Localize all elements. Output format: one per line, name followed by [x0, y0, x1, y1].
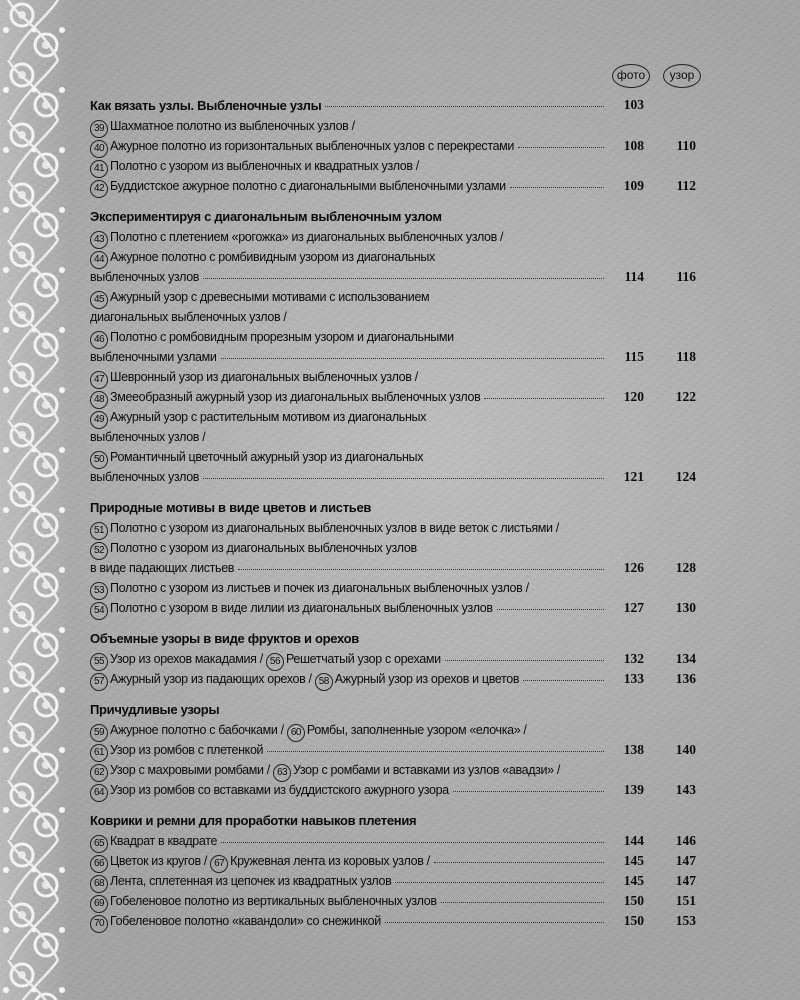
entry-number-badge: 45 [90, 291, 108, 309]
section-heading-row[interactable] [90, 96, 710, 117]
leader-dots [203, 478, 604, 479]
entry-text [90, 390, 480, 409]
entry-number-badge: 67 [210, 855, 228, 873]
entry-number-badge: 60 [287, 724, 305, 742]
toc-entry[interactable] [90, 892, 710, 912]
toc-entry[interactable] [90, 328, 710, 348]
entry-text [90, 230, 503, 249]
entry-text [90, 874, 391, 893]
entry-number-badge: 46 [90, 331, 108, 349]
section-heading-row[interactable] [90, 629, 710, 650]
entry-label: Ажурный узор из падающих орехов / [110, 672, 312, 686]
toc-section [90, 811, 710, 932]
entry-number-badge: 42 [90, 180, 108, 198]
page-foto: 145 [623, 873, 644, 888]
toc-entry[interactable] [90, 852, 710, 872]
toc-entry[interactable] [90, 741, 710, 761]
toc-entry[interactable] [90, 721, 710, 741]
column-header-foto: фото [612, 64, 650, 88]
entry-text [90, 470, 199, 484]
toc-entry[interactable] [90, 559, 710, 579]
entry-label: Узор из орехов макадамия / [110, 652, 263, 666]
page-foto: 144 [623, 833, 644, 848]
toc-entry[interactable] [90, 388, 710, 408]
page-foto: 139 [623, 782, 644, 797]
page-foto: 145 [623, 853, 644, 868]
entry-text [90, 310, 287, 324]
leader-dots [453, 791, 604, 792]
table-of-contents [90, 96, 710, 942]
entry-number-badge: 64 [90, 784, 108, 802]
entry-number-badge: 62 [90, 764, 108, 782]
entry-text [90, 894, 437, 913]
entry-number-badge: 44 [90, 251, 108, 269]
leader-dots [395, 882, 604, 883]
entry-text [90, 179, 506, 198]
entry-text [90, 370, 418, 389]
entry-text [90, 521, 559, 540]
entry-label: выбленочными узлами [90, 350, 217, 364]
entry-text [90, 410, 426, 429]
entry-label: Лента, сплетенная из цепочек из квадратных узлов [110, 874, 392, 888]
entry-number-badge: 65 [90, 835, 108, 853]
page-foto: 150 [623, 893, 644, 908]
toc-entry[interactable] [90, 872, 710, 892]
entry-text [90, 250, 435, 269]
entry-text [90, 541, 417, 560]
entry-label: Полотно с узором из диагональных выбленочных узлов в виде веток с листьями / [110, 521, 559, 535]
entry-text [90, 652, 441, 671]
entry-text [90, 601, 493, 620]
entry-label: Полотно с узором из диагональных выбленочных узлов [110, 541, 417, 555]
leader-dots [518, 147, 604, 148]
entry-label: выбленочных узлов [90, 270, 200, 284]
entry-label: Шевронный узор из диагональных выбленочных узлов / [110, 370, 418, 384]
page-foto: 138 [623, 742, 644, 757]
leader-dots [497, 609, 604, 610]
leader-dots [238, 569, 604, 570]
page-foto: 120 [623, 389, 644, 404]
page-foto: 115 [624, 349, 644, 364]
section-title: Коврики и ремни для проработки навыков плетения [90, 813, 417, 828]
entry-label: Квадрат в квадрате [110, 834, 218, 848]
entry-label: диагональных выбленочных узлов / [90, 310, 287, 324]
page-foto: 109 [623, 178, 644, 193]
page-foto: 127 [623, 600, 644, 615]
page-foto: 133 [623, 671, 644, 686]
leader-dots [221, 358, 604, 359]
toc-entry[interactable] [90, 288, 710, 308]
entry-label: Ажурное полотно из горизонтальных выбленочных узлов с перекрестами [110, 139, 515, 153]
entry-label: Гобеленовое полотно «кавандоли» со снежинкой [110, 914, 381, 928]
page-uzor: 110 [676, 138, 696, 153]
entry-number-badge: 50 [90, 451, 108, 469]
lace-border [0, 0, 70, 1000]
entry-number-badge: 41 [90, 160, 108, 178]
entry-label: Ромбы, заполненные узором «елочка» / [306, 723, 527, 737]
section-heading-row[interactable] [90, 811, 710, 832]
page-uzor: 116 [676, 269, 696, 284]
toc-section [90, 207, 710, 488]
page-foto: 132 [623, 651, 644, 666]
entry-number-badge: 59 [90, 724, 108, 742]
leader-dots [441, 902, 604, 903]
page-uzor: 112 [676, 178, 696, 193]
page-uzor: 130 [675, 600, 696, 615]
toc-entry[interactable] [90, 599, 710, 619]
toc-entry[interactable] [90, 519, 710, 539]
toc-entry[interactable] [90, 408, 710, 428]
entry-label: Змееобразный ажурный узор из диагональных выбленочных узлов [110, 390, 481, 404]
page-uzor: 146 [675, 833, 696, 848]
entry-label: выбленочных узлов [90, 470, 200, 484]
entry-text [90, 743, 263, 762]
toc-entry[interactable] [90, 650, 710, 670]
leader-dots [523, 680, 604, 681]
toc-section [90, 498, 710, 619]
section-title: Причудливые узоры [90, 702, 220, 717]
entry-label: Цветок из кругов / [110, 854, 208, 868]
toc-entry[interactable] [90, 670, 710, 690]
entry-text [90, 561, 234, 575]
entry-text [90, 290, 429, 309]
entry-text [90, 834, 217, 853]
entry-label: Решетчатый узор с орехами [285, 652, 441, 666]
leader-dots [221, 842, 604, 843]
leader-dots [325, 106, 604, 107]
toc-section [90, 629, 710, 690]
toc-entry[interactable] [90, 137, 710, 157]
column-header-uzor: узор [663, 64, 701, 88]
entry-text [90, 723, 527, 742]
entry-text [90, 430, 205, 444]
toc-entry[interactable] [90, 579, 710, 599]
toc-entry[interactable] [90, 248, 710, 268]
entry-text [90, 139, 514, 158]
toc-entry[interactable] [90, 448, 710, 468]
entry-label: Гобеленовое полотно из вертикальных выбленочных узлов [110, 894, 437, 908]
page-uzor: 147 [675, 853, 696, 868]
entry-text [90, 763, 560, 782]
page-uzor: 124 [675, 469, 696, 484]
entry-number-badge: 68 [90, 875, 108, 893]
leader-dots [434, 862, 604, 863]
entry-text [90, 270, 199, 284]
entry-text [90, 914, 381, 933]
entry-number-badge: 52 [90, 542, 108, 560]
toc-entry[interactable] [90, 368, 710, 388]
entry-label: Шахматное полотно из выбленочных узлов / [110, 119, 355, 133]
section-heading-row[interactable] [90, 700, 710, 721]
leader-dots [385, 922, 604, 923]
section-heading-row[interactable] [90, 207, 710, 228]
toc-entry[interactable] [90, 539, 710, 559]
toc-entry[interactable] [90, 781, 710, 801]
entry-label: в виде падающих листьев [90, 561, 235, 575]
toc-entry[interactable] [90, 308, 710, 328]
entry-label: Узор из ромбов с плетенкой [110, 743, 264, 757]
entry-number-badge: 40 [90, 140, 108, 158]
toc-entry[interactable] [90, 177, 710, 197]
section-title: Как вязать узлы. Выбленочные узлы [90, 98, 322, 113]
page-uzor: 147 [675, 873, 696, 888]
entry-number-badge: 39 [90, 120, 108, 138]
entry-number-badge: 56 [266, 653, 284, 671]
toc-entry[interactable] [90, 268, 710, 288]
toc-entry[interactable] [90, 157, 710, 177]
toc-entry[interactable] [90, 117, 710, 137]
entry-number-badge: 51 [90, 522, 108, 540]
entry-label: Ажурный узор с растительным мотивом из диагональных [110, 410, 427, 424]
section-title: Экспериментируя с диагональным выбленочным узлом [90, 209, 442, 224]
entry-label: Кружевная лента из коровых узлов / [230, 854, 430, 868]
leader-dots [484, 398, 604, 399]
page-uzor: 118 [676, 349, 696, 364]
entry-label: Полотно с плетением «рогожка» из диагональных выбленочных узлов / [110, 230, 504, 244]
page-foto: 114 [624, 269, 644, 284]
page-foto: 121 [623, 469, 644, 484]
toc-entry[interactable] [90, 912, 710, 932]
page-foto: 126 [623, 560, 644, 575]
lace-pattern-icon [0, 0, 70, 1000]
entry-number-badge: 49 [90, 411, 108, 429]
entry-text [90, 450, 423, 469]
entry-text [90, 330, 454, 349]
entry-label: выбленочных узлов / [90, 430, 206, 444]
entry-label: Полотно с узором в виде лилии из диагональных выбленочных узлов [110, 601, 493, 615]
page-uzor: 153 [675, 913, 696, 928]
leader-dots [510, 187, 604, 188]
toc-section [90, 96, 710, 197]
leader-dots [267, 751, 604, 752]
page-uzor: 134 [675, 651, 696, 666]
page-foto: 108 [623, 138, 644, 153]
entry-text [90, 854, 430, 873]
entry-text [90, 672, 519, 691]
toc-entry[interactable] [90, 468, 710, 488]
toc-entry[interactable] [90, 228, 710, 248]
entry-number-badge: 55 [90, 653, 108, 671]
entry-label: Полотно с ромбовидным прорезным узором и диагональными [110, 330, 454, 344]
toc-entry[interactable] [90, 832, 710, 852]
entry-text [90, 119, 355, 138]
entry-number-badge: 66 [90, 855, 108, 873]
page-uzor: 128 [675, 560, 696, 575]
entry-label: Ажурный узор с древесными мотивами с использованием [110, 290, 430, 304]
entry-number-badge: 47 [90, 371, 108, 389]
entry-number-badge: 69 [90, 895, 108, 913]
toc-section [90, 700, 710, 801]
page-foto: 103 [623, 97, 644, 112]
entry-label: Узор из ромбов со вставками из буддистского ажурного узора [110, 783, 449, 797]
section-title: Природные мотивы в виде цветов и листьев [90, 500, 372, 515]
toc-entry[interactable] [90, 761, 710, 781]
entry-text [90, 581, 529, 600]
entry-number-badge: 63 [273, 764, 291, 782]
entry-label: Узор с махровыми ромбами / [110, 763, 270, 777]
entry-number-badge: 54 [90, 602, 108, 620]
page-uzor: 136 [675, 671, 696, 686]
entry-number-badge: 70 [90, 915, 108, 933]
entry-text [90, 783, 449, 802]
section-heading-row[interactable] [90, 498, 710, 519]
entry-number-badge: 57 [90, 673, 108, 691]
entry-number-badge: 61 [90, 744, 108, 762]
entry-label: Ажурный узор из орехов и цветов [334, 672, 520, 686]
entry-label: Буддистское ажурное полотно с диагональными выбленочными узлами [110, 179, 506, 193]
leader-dots [445, 660, 604, 661]
page-uzor: 143 [675, 782, 696, 797]
entry-label: Ажурное полотно с ромбивидным узором из диагональных [110, 250, 435, 264]
entry-label: Полотно с узором из листьев и почек из диагональных выбленочных узлов / [110, 581, 529, 595]
entry-number-badge: 43 [90, 231, 108, 249]
page-uzor: 140 [675, 742, 696, 757]
entry-text [90, 350, 217, 364]
toc-entry[interactable] [90, 348, 710, 368]
page-uzor: 122 [675, 389, 696, 404]
entry-label: Романтичный цветочный ажурный узор из диагональных [110, 450, 424, 464]
page-uzor: 151 [675, 893, 696, 908]
section-title: Объемные узоры в виде фруктов и орехов [90, 631, 359, 646]
entry-number-badge: 53 [90, 582, 108, 600]
leader-dots [203, 278, 604, 279]
entry-label: Полотно с узором из выбленочных и квадратных узлов / [110, 159, 419, 173]
entry-text [90, 159, 419, 178]
toc-entry[interactable] [90, 428, 710, 448]
entry-number-badge: 48 [90, 391, 108, 409]
entry-label: Узор с ромбами и вставками из узлов «авадзи» / [293, 763, 561, 777]
entry-number-badge: 58 [315, 673, 333, 691]
entry-label: Ажурное полотно с бабочками / [110, 723, 284, 737]
page-foto: 150 [623, 913, 644, 928]
